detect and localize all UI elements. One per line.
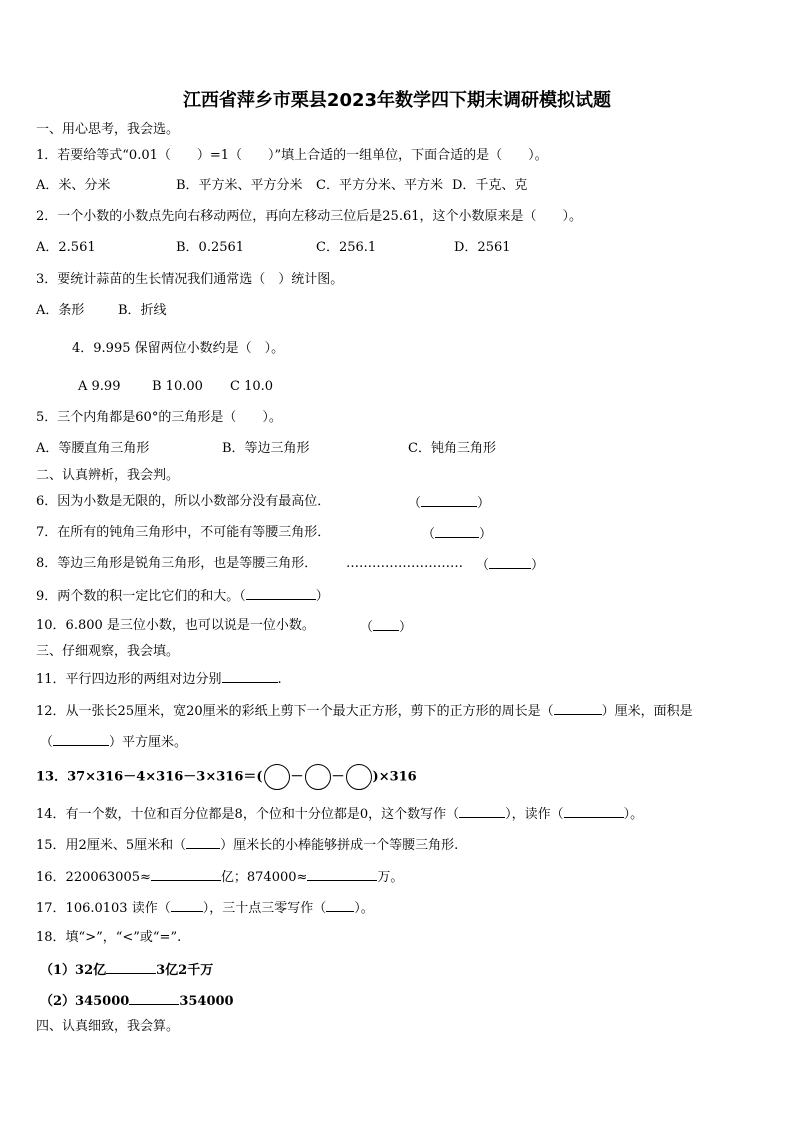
- question-6-answer[interactable]: [408, 494, 490, 512]
- question-17-end: ）。: [354, 901, 374, 916]
- question-11-text: 11．平行四边形的两组对边分别: [36, 672, 222, 687]
- question-1-option-b: B．平方米、平方分米: [176, 178, 303, 193]
- answer-blank[interactable]: [489, 556, 531, 569]
- answer-blank-wan[interactable]: [307, 868, 377, 881]
- answer-blank-reading[interactable]: [564, 805, 624, 818]
- question-2-option-a: A．2.561: [36, 240, 96, 255]
- question-10-text: 10．6.800 是三位小数，也可以说是一位小数。: [36, 618, 315, 633]
- question-16-end: 万。: [377, 870, 404, 885]
- paren-right: ）: [479, 527, 493, 542]
- question-2-stem: 2．一个小数的小数点先向右移动两位，再向左移动三位后是25.61，这个小数原来是（ ）。: [36, 209, 582, 224]
- answer-blank[interactable]: [421, 494, 477, 507]
- question-9: [36, 587, 329, 605]
- question-12-end-text: ）平方厘米。: [109, 735, 188, 750]
- paren-left: （: [476, 558, 490, 573]
- answer-blank-yi[interactable]: [151, 868, 221, 881]
- paren-left: （: [422, 527, 436, 542]
- question-16: [36, 868, 403, 886]
- answer-blank[interactable]: [106, 961, 156, 974]
- answer-blank-writing[interactable]: [326, 899, 354, 912]
- question-8-dots: ………………………: [346, 556, 463, 571]
- question-4-option-a: A 9.99: [78, 379, 121, 394]
- question-1-option-a: A．米、分米: [36, 178, 111, 193]
- item-1-right: 3亿2千万: [156, 963, 214, 978]
- item-2-left: （2）345000: [40, 994, 130, 1009]
- question-3-option-b: B．折线: [118, 303, 167, 318]
- section-heading-4: 四、认真细致，我会算。: [36, 1019, 180, 1034]
- answer-circle-2[interactable]: [305, 764, 331, 790]
- question-5-option-b: B．等边三角形: [222, 441, 310, 456]
- period: .: [277, 672, 282, 687]
- section-heading-1: 一、用心思考，我会选。: [36, 122, 180, 137]
- answer-blank[interactable]: [186, 836, 220, 849]
- answer-blank-perimeter[interactable]: [554, 702, 602, 715]
- paren-left: （: [360, 620, 374, 635]
- question-5-option-a: A．等腰直角三角形: [36, 441, 150, 456]
- question-5-stem: 5．三个内角都是60°的三角形是（ ）。: [36, 410, 282, 425]
- question-17-mid: ），三十点三零写作（: [202, 901, 327, 916]
- item-2-right: 354000: [179, 994, 234, 1009]
- paren-right: ）: [399, 620, 413, 635]
- paren-right: ）: [477, 496, 491, 511]
- minus-sign: －: [331, 769, 345, 785]
- minus-sign: －: [290, 769, 304, 785]
- section-heading-2: 二、认真辨析，我会判。: [36, 468, 180, 483]
- paren-left: （: [40, 735, 54, 750]
- question-1-option-c: C．平方分米、平方米: [316, 178, 443, 193]
- question-6-text: 6．因为小数是无限的，所以小数部分没有最高位．: [36, 494, 331, 509]
- question-3-option-a: A．条形: [36, 303, 85, 318]
- question-15-end: ）厘米长的小棒能够拼成一个等腰三角形.: [220, 838, 459, 853]
- question-18-stem: 18．填“>”，“<”或“=”.: [36, 930, 182, 945]
- paren-left: （: [408, 496, 422, 511]
- question-9-text: 9．两个数的积一定比它们的和大。: [36, 589, 240, 604]
- question-13-left: 13．37×316－4×316－3×316＝(: [36, 769, 263, 785]
- question-4-stem: 4．9.995 保留两位小数约是（ ）。: [72, 341, 285, 356]
- answer-blank-number[interactable]: [459, 805, 505, 818]
- question-11: [36, 670, 282, 688]
- paren-right: ）: [315, 589, 329, 604]
- question-17-text: 17．106.0103 读作（: [36, 901, 171, 916]
- question-8-text: 8．等边三角形是锐角三角形，也是等腰三角形．: [36, 556, 318, 571]
- question-16-mid: 亿；874000≈: [220, 870, 308, 885]
- answer-blank[interactable]: [435, 525, 479, 538]
- item-1-left: （1）32亿: [40, 963, 107, 978]
- paren-right: ）: [531, 558, 545, 573]
- question-18-item-1: [40, 961, 213, 979]
- question-16-text: 16．220063005≈: [36, 870, 151, 885]
- question-17: [36, 899, 374, 917]
- paren-left: （: [239, 589, 246, 604]
- question-7-text: 7．在所有的钝角三角形中，不可能有等腰三角形．: [36, 525, 331, 540]
- question-3-stem: 3．要统计蒜苗的生长情况我们通常选（ ）统计图。: [36, 272, 344, 287]
- question-14-end: ）。: [623, 807, 644, 822]
- answer-blank[interactable]: [222, 670, 278, 683]
- question-14-mid: ），读作（: [505, 807, 564, 822]
- question-10-answer[interactable]: [360, 618, 412, 636]
- question-13: [36, 764, 417, 791]
- answer-blank[interactable]: [373, 618, 399, 631]
- question-12-text: 12．从一张长25厘米，宽20厘米的彩纸上剪下一个最大正方形，剪下的正方形的周长是（: [36, 704, 554, 719]
- question-12-line-1: [36, 702, 693, 720]
- question-18-item-2: [40, 992, 234, 1010]
- question-12-line-2: [40, 733, 187, 751]
- question-2-option-d: D．2561: [454, 240, 511, 255]
- question-4-option-c: C 10.0: [230, 379, 274, 394]
- question-14-text: 14．有一个数，十位和百分位都是8，个位和十分位都是0，这个数写作（: [36, 807, 460, 822]
- answer-blank-reading[interactable]: [171, 899, 203, 912]
- question-4-option-b: B 10.00: [152, 379, 203, 394]
- question-12-mid-text: ）厘米，面积是: [601, 704, 693, 719]
- question-8-answer[interactable]: [476, 556, 544, 574]
- question-5-option-c: C．钝角三角形: [408, 441, 496, 456]
- answer-circle-1[interactable]: [264, 764, 290, 790]
- question-15: [36, 836, 458, 854]
- question-6: [36, 494, 330, 510]
- question-1-option-d: D．千克、克: [452, 178, 528, 193]
- question-2-option-c: C．256.1: [316, 240, 377, 255]
- question-1-stem: 1．若要给等式“0.01（ ）=1（ ）”填上合适的一组单位，下面合适的是（ ）。: [36, 148, 548, 163]
- question-13-right: )×316: [372, 769, 417, 785]
- answer-circle-3[interactable]: [346, 764, 372, 790]
- question-2-option-b: B．0.2561: [176, 240, 245, 255]
- question-15-text: 15．用2厘米、5厘米和（: [36, 838, 187, 853]
- answer-blank-area[interactable]: [53, 733, 109, 746]
- question-7-answer[interactable]: [422, 525, 492, 543]
- page-title: 江西省萍乡市栗县2023年数学四下期末调研模拟试题: [182, 90, 612, 111]
- answer-blank[interactable]: [129, 992, 179, 1005]
- question-14: [36, 805, 643, 823]
- section-heading-3: 三、仔细观察，我会填。: [36, 644, 180, 659]
- answer-blank[interactable]: [246, 587, 316, 600]
